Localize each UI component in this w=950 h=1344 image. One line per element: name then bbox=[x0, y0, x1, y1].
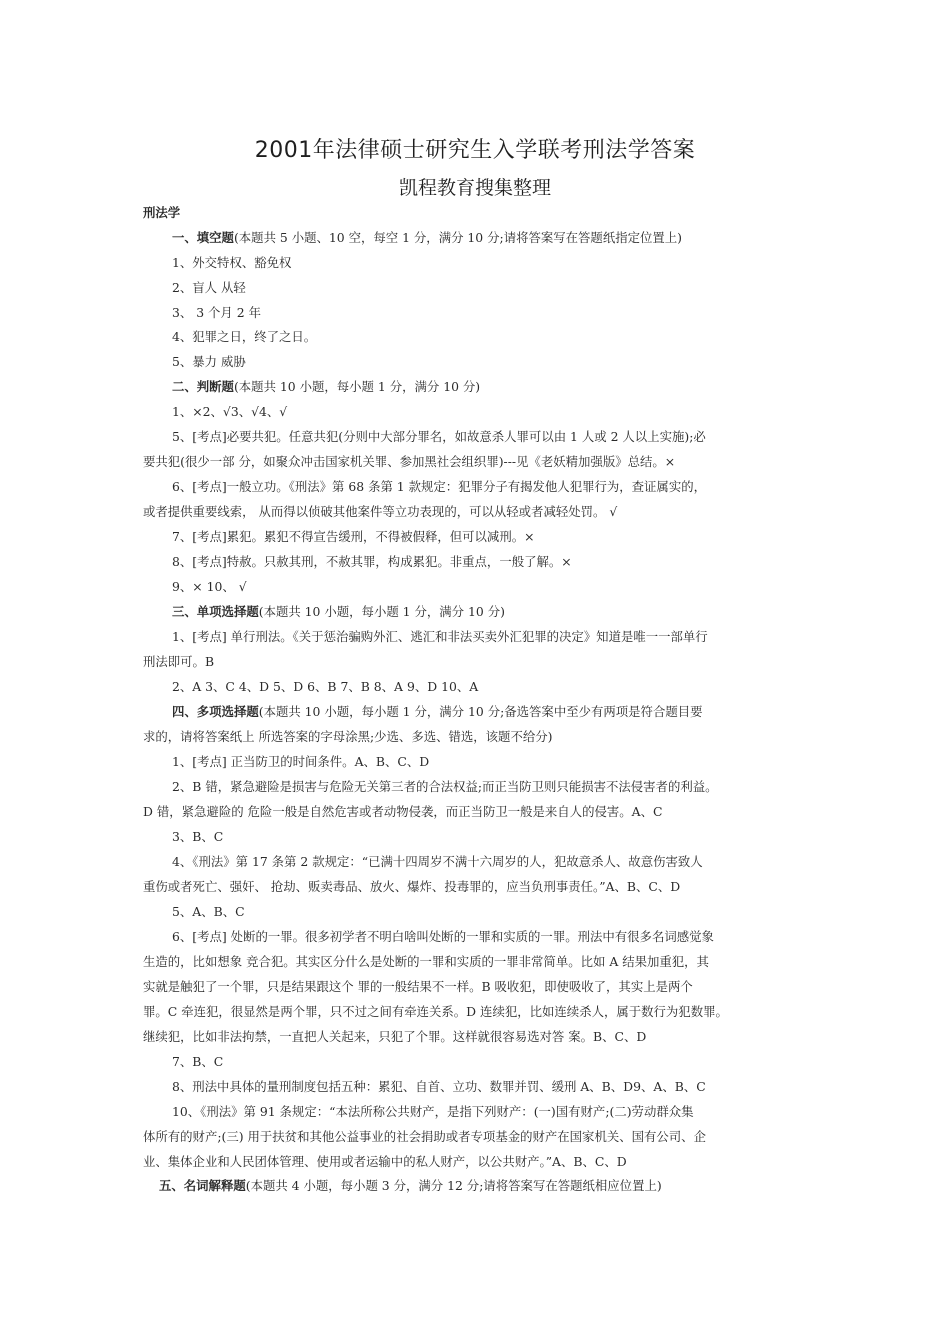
answer-line: 9、× 10、 √ bbox=[172, 579, 247, 594]
section-1-heading bbox=[172, 228, 812, 248]
section-2-heading bbox=[172, 377, 812, 397]
section-note: (本题共 10 小题，每小题 1 分，满分 10 分) bbox=[233, 379, 481, 394]
answer-line: 2、A 3、C 4、D 5、D 6、B 7、B 8、A 9、D 10、A bbox=[172, 679, 479, 694]
answer-line: 6、[考点] 处断的一罪。很多初学者不明白啥叫处断的一罪和实质的一罪。刑法中有很多名词感觉象 bbox=[172, 929, 714, 944]
answer-line: 罪。C 牵连犯，很显然是两个罪，只不过之间有牵连关系。D 连续犯，比如连续杀人，属于数行为犯数罪。 bbox=[143, 1004, 728, 1019]
answer-line: 8、[考点]特赦。只赦其刑，不赦其罪，构成累犯。非重点，一般了解。× bbox=[172, 554, 572, 569]
answer-line: 体所有的财产;(三) 用于扶贫和其他公益事业的社会捐助或者专项基金的财产在国家机关、国有公司、企 bbox=[143, 1129, 706, 1144]
answer-line: 或者提供重要线索， 从而得以侦破其他案件等立功表现的，可以从轻或者减轻处罚。 √ bbox=[143, 504, 618, 519]
answer-line: 6、[考点]一般立功。《刑法》第 68 条第 1 款规定：犯罪分子有揭发他人犯罪行为，查证属实的， bbox=[172, 479, 706, 494]
answer-line: 3、 3 个月 2 年 bbox=[172, 305, 261, 320]
section-title: 五、名词解释题 bbox=[159, 1178, 246, 1193]
answer-line: 生造的，比如想象 竞合犯。其实区分什么是处断的一罪和实质的一罪非常简单。比如 A 结果加重犯，其 bbox=[143, 954, 709, 969]
answer-line: 实就是触犯了一个罪，只是结果跟这个 罪的一般结果不一样。B 吸收犯，即使吸收了，其实上是两个 bbox=[143, 979, 693, 994]
section-title: 三、单项选择题 bbox=[172, 604, 259, 619]
section-4-heading bbox=[172, 702, 812, 722]
section-note: (本题共 10 小题，每小题 1 分，满分 10 分;备选答案中至少有两项是符合题目要 bbox=[258, 704, 703, 719]
answer-line: 5、[考点]必要共犯。任意共犯(分则中大部分罪名，如故意杀人罪可以由 1 人或 2 人以上实施);必 bbox=[172, 429, 706, 444]
answer-line: 10、《刑法》第 91 条规定：“本法所称公共财产，是指下列财产：(一)国有财产;(二)劳动群众集 bbox=[172, 1104, 694, 1119]
answer-line: 1、×2、√3、√4、√ bbox=[172, 404, 288, 419]
answer-line: 1、外交特权、豁免权 bbox=[172, 255, 292, 270]
answer-line: 要共犯(很少一部 分，如聚众冲击国家机关罪、参加黑社会组织罪)---见《老妖精加强版》总结。× bbox=[143, 454, 676, 469]
page-subtitle: 凯程教育搜集整理 bbox=[398, 177, 551, 199]
section-5-heading bbox=[159, 1176, 814, 1196]
section-note: (本题共 10 小题，每小题 1 分，满分 10 分) bbox=[258, 604, 505, 619]
answer-line: 业、集体企业和人民团体管理、使用或者运输中的私人财产，以公共财产。”A、B、C、D bbox=[143, 1154, 627, 1169]
answer-line: 2、盲人 从轻 bbox=[172, 280, 246, 295]
page-title: 2001年法律硕士研究生入学联考刑法学答案 bbox=[254, 138, 696, 163]
answer-line: 4、《刑法》第 17 条第 2 款规定：“已满十四周岁不满十六周岁的人，犯故意杀人、故意伤害致人 bbox=[172, 854, 703, 869]
section-title: 二、判断题 bbox=[172, 379, 234, 394]
answer-line: 8、刑法中具体的量刑制度包括五种：累犯、自首、立功、数罪并罚、缓刑 A、B、D9、A、B、C bbox=[172, 1079, 706, 1094]
answer-line: 1、[考点] 正当防卫的时间条件。A、B、C、D bbox=[172, 754, 430, 769]
answer-line: 2、B 错，紧急避险是损害与危险无关第三者的合法权益;而正当防卫则只能损害不法侵害者的利益。 bbox=[172, 779, 718, 794]
section-title: 四、多项选择题 bbox=[172, 704, 259, 719]
answer-line: 求的，请将答案纸上 所选答案的字母涂黑;少选、多选、错选，该题不给分) bbox=[143, 729, 553, 744]
answer-line: 重伤或者死亡、强奸、 抢劫、贩卖毒品、放火、爆炸、投毒罪的，应当负刑事责任。”A、B、C、D bbox=[143, 879, 681, 894]
answer-line: 7、[考点]累犯。累犯不得宣告缓刑，不得被假释，但可以减刑。× bbox=[172, 529, 535, 544]
answer-line: 7、B、C bbox=[172, 1054, 224, 1069]
answer-line: 5、暴力 威胁 bbox=[172, 354, 246, 369]
answer-line: 4、犯罪之日，终了之日。 bbox=[172, 329, 317, 344]
answer-line: 刑法即可。B bbox=[143, 654, 215, 669]
answer-line: 3、B、C bbox=[172, 829, 224, 844]
section-3-heading bbox=[172, 602, 812, 622]
answer-line: 5、A、B、C bbox=[172, 904, 245, 919]
answer-line: D 错，紧急避险的 危险一般是自然危害或者动物侵袭，而正当防卫一般是来自人的侵害。A、C bbox=[143, 804, 663, 819]
subject-heading: 刑法学 bbox=[143, 205, 181, 220]
answer-line: 继续犯，比如非法拘禁，一直把人关起来，只犯了个罪。这样就很容易选对答 案。B、C、D bbox=[143, 1029, 647, 1044]
section-note: (本题共 5 小题、10 空，每空 1 分，满分 10 分;请将答案写在答题纸指定位置上) bbox=[233, 230, 682, 245]
section-title: 一、填空题 bbox=[172, 230, 234, 245]
answer-line: 1、[考点] 单行刑法。《关于惩治骗购外汇、逃汇和非法买卖外汇犯罪的决定》知道是唯一一部单行 bbox=[172, 629, 708, 644]
section-note: (本题共 4 小题，每小题 3 分，满分 12 分;请将答案写在答题纸相应位置上) bbox=[245, 1178, 662, 1193]
